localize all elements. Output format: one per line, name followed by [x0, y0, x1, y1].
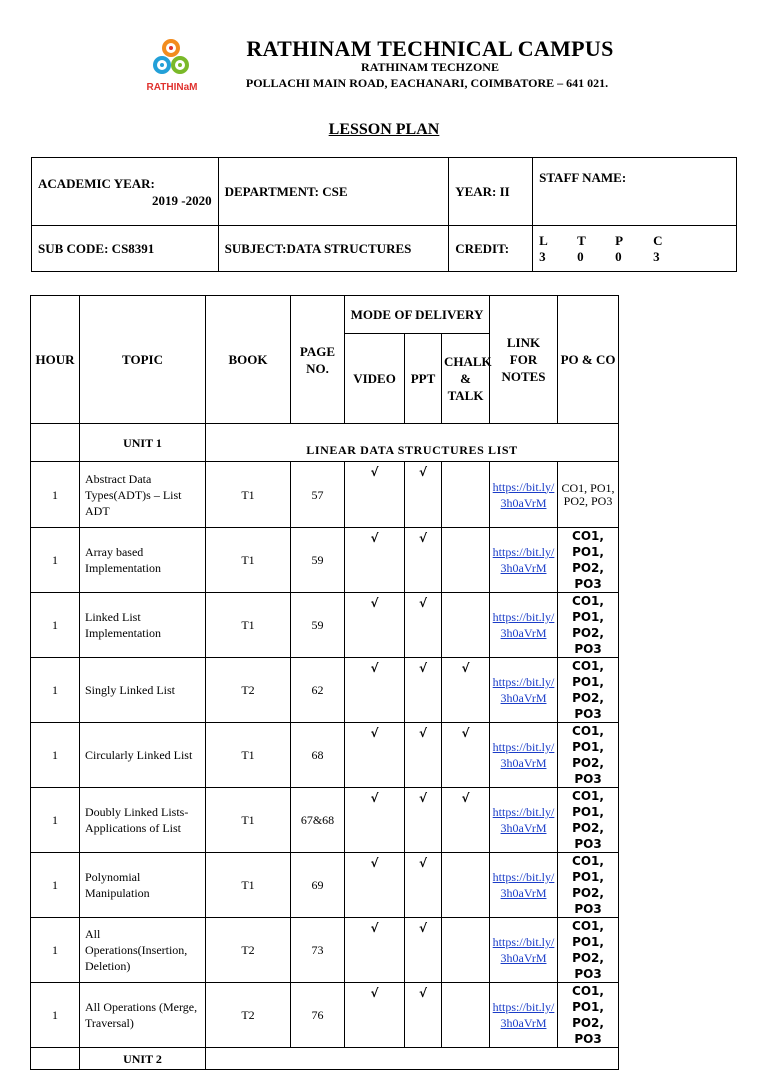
link-cell	[490, 462, 558, 528]
topic-cell: Linked List Implementation	[80, 593, 206, 658]
ltpc-label: P	[615, 232, 624, 248]
sub-code-cell: SUB CODE: CS8391	[32, 226, 219, 272]
credit-cell: CREDIT:	[449, 226, 533, 272]
table-row	[31, 853, 619, 918]
po-co-cell: CO1, PO1, PO2, PO3	[558, 853, 619, 918]
institution-name: RATHINAM TECHNICAL CAMPUS	[246, 36, 614, 61]
notes-link[interactable]: https://bit.ly/3h0aVrM	[492, 740, 555, 770]
header-topic: TOPIC	[80, 296, 206, 424]
video-check: √	[345, 723, 405, 788]
header-page: PAGE NO.	[291, 296, 345, 424]
page-cell: 59	[291, 593, 345, 658]
lesson-plan-table	[30, 295, 619, 1070]
notes-link[interactable]: https://bit.ly/3h0aVrM	[492, 870, 555, 900]
unit-spacer-cell	[31, 1048, 80, 1070]
header-video: VIDEO	[345, 334, 405, 424]
topic-cell: All Operations(Insertion, Deletion)	[80, 918, 206, 983]
hour-cell: 1	[31, 462, 80, 528]
ppt-check: √	[405, 983, 442, 1048]
table-row	[31, 983, 619, 1048]
letterhead	[135, 30, 635, 100]
rathinam-logo	[135, 34, 207, 96]
ppt-check: √	[405, 658, 442, 723]
video-check: √	[345, 658, 405, 723]
header-mode-of-delivery: MODE OF DELIVERY	[345, 296, 490, 334]
header-ppt: PPT	[405, 334, 442, 424]
table-row	[31, 723, 619, 788]
link-cell	[490, 528, 558, 593]
unit-label: UNIT 2	[80, 1048, 206, 1070]
book-cell: T2	[206, 658, 291, 723]
link-cell	[490, 723, 558, 788]
link-cell	[490, 918, 558, 983]
po-co-cell: CO1, PO1, PO2, PO3	[558, 593, 619, 658]
notes-link[interactable]: https://bit.ly/3h0aVrM	[492, 479, 555, 510]
book-cell: T1	[206, 528, 291, 593]
page-cell: 76	[291, 983, 345, 1048]
ltpc-label: C	[653, 232, 663, 248]
ltpc-label: L	[539, 232, 548, 248]
page-cell: 69	[291, 853, 345, 918]
topic-cell: Circularly Linked List	[80, 723, 206, 788]
table-row	[31, 528, 619, 593]
chalk-talk-check: √	[442, 723, 490, 788]
subject-cell: SUBJECT:DATA STRUCTURES	[218, 226, 449, 272]
page-cell: 62	[291, 658, 345, 723]
hour-cell: 1	[31, 983, 80, 1048]
topic-cell: Abstract Data Types(ADT)s – List ADT	[80, 462, 206, 528]
notes-link[interactable]: https://bit.ly/3h0aVrM	[492, 935, 555, 965]
po-co-cell: CO1, PO1, PO2, PO3	[558, 788, 619, 853]
ltpc-value: 3	[539, 248, 546, 264]
header-link: LINK FOR NOTES	[490, 296, 558, 424]
academic-year-label: ACADEMIC YEAR:	[38, 175, 155, 191]
chalk-talk-check: √	[442, 658, 490, 723]
notes-link[interactable]: https://bit.ly/3h0aVrM	[492, 610, 555, 640]
unit-header-row	[31, 1048, 619, 1070]
topic-cell: All Operations (Merge, Traversal)	[80, 983, 206, 1048]
page-cell: 73	[291, 918, 345, 983]
po-co-cell: CO1, PO1, PO2, PO3	[558, 918, 619, 983]
header-chalk-talk: CHALK & TALK	[442, 334, 490, 424]
book-cell: T1	[206, 593, 291, 658]
institution-address: POLLACHI MAIN ROAD, EACHANARI, COIMBATORE – 641 021.	[245, 76, 609, 90]
video-check: √	[345, 528, 405, 593]
ppt-check: √	[405, 462, 442, 528]
unit-header-row	[31, 424, 619, 462]
ltpc-cell	[533, 226, 737, 272]
academic-year-value: 2019 -2020	[152, 192, 212, 208]
topic-cell: Polynomial Manipulation	[80, 853, 206, 918]
logo-circles-icon	[135, 34, 207, 84]
topic-cell: Singly Linked List	[80, 658, 206, 723]
notes-link[interactable]: https://bit.ly/3h0aVrM	[492, 1000, 555, 1030]
video-check: √	[345, 593, 405, 658]
hour-cell: 1	[31, 658, 80, 723]
book-cell: T1	[206, 462, 291, 528]
department-cell: DEPARTMENT: CSE	[218, 158, 449, 226]
hour-cell: 1	[31, 723, 80, 788]
ltpc-label: T	[577, 232, 586, 248]
chalk-talk-check	[442, 853, 490, 918]
video-check: √	[345, 918, 405, 983]
hour-cell: 1	[31, 918, 80, 983]
ltpc-value: 0	[577, 248, 584, 264]
header-hour: HOUR	[31, 296, 80, 424]
staff-name-cell: STAFF NAME:	[533, 158, 737, 226]
notes-link[interactable]: https://bit.ly/3h0aVrM	[492, 675, 555, 705]
chalk-talk-check	[442, 593, 490, 658]
po-co-cell: CO1, PO1, PO2, PO3	[558, 658, 619, 723]
logo-text: RATHINaM	[146, 82, 198, 93]
header-book: BOOK	[206, 296, 291, 424]
topic-cell: Array based Implementation	[80, 528, 206, 593]
po-co-cell: CO1, PO1, PO2, PO3	[558, 462, 619, 528]
link-cell	[490, 788, 558, 853]
hour-cell: 1	[31, 593, 80, 658]
unit-title	[206, 1048, 619, 1070]
book-cell: T1	[206, 853, 291, 918]
video-check: √	[345, 853, 405, 918]
academic-year-cell	[32, 158, 219, 226]
course-info-table	[31, 157, 737, 272]
unit-label: UNIT 1	[80, 424, 206, 462]
page-cell: 68	[291, 723, 345, 788]
notes-link[interactable]: https://bit.ly/3h0aVrM	[492, 545, 555, 575]
header-po-co: PO & CO	[558, 296, 619, 424]
page-title: LESSON PLAN	[328, 121, 440, 138]
book-cell: T1	[206, 788, 291, 853]
table-row	[31, 593, 619, 658]
table-row	[31, 788, 619, 853]
notes-link[interactable]: https://bit.ly/3h0aVrM	[492, 805, 555, 835]
ppt-check: √	[405, 853, 442, 918]
video-check: √	[345, 462, 405, 528]
table-row	[31, 918, 619, 983]
chalk-talk-check	[442, 918, 490, 983]
ltpc-value: 3	[653, 248, 660, 264]
topic-cell: Doubly Linked Lists-Applications of List	[80, 788, 206, 853]
hour-cell: 1	[31, 528, 80, 593]
chalk-talk-check	[442, 528, 490, 593]
ltpc-value: 0	[615, 248, 622, 264]
book-cell: T2	[206, 918, 291, 983]
hour-cell: 1	[31, 853, 80, 918]
video-check: √	[345, 983, 405, 1048]
ppt-check: √	[405, 723, 442, 788]
ppt-check: √	[405, 593, 442, 658]
po-co-cell: CO1, PO1, PO2, PO3	[558, 983, 619, 1048]
institution-zone: RATHINAM TECHZONE	[361, 60, 499, 74]
po-co-cell: CO1, PO1, PO2, PO3	[558, 528, 619, 593]
unit-title: LINEAR DATA STRUCTURES LIST	[206, 424, 619, 462]
page-cell: 57	[291, 462, 345, 528]
chalk-talk-check	[442, 462, 490, 528]
video-check: √	[345, 788, 405, 853]
book-cell: T2	[206, 983, 291, 1048]
unit-spacer-cell	[31, 424, 80, 462]
book-cell: T1	[206, 723, 291, 788]
chalk-talk-check	[442, 983, 490, 1048]
table-row	[31, 462, 619, 528]
chalk-talk-check: √	[442, 788, 490, 853]
link-cell	[490, 593, 558, 658]
page-cell: 59	[291, 528, 345, 593]
ppt-check: √	[405, 788, 442, 853]
po-co-cell: CO1, PO1, PO2, PO3	[558, 723, 619, 788]
ppt-check: √	[405, 528, 442, 593]
link-cell	[490, 658, 558, 723]
ppt-check: √	[405, 918, 442, 983]
link-cell	[490, 853, 558, 918]
hour-cell: 1	[31, 788, 80, 853]
year-cell: YEAR: II	[449, 158, 533, 226]
page-cell: 67&68	[291, 788, 345, 853]
link-cell	[490, 983, 558, 1048]
table-row	[31, 658, 619, 723]
